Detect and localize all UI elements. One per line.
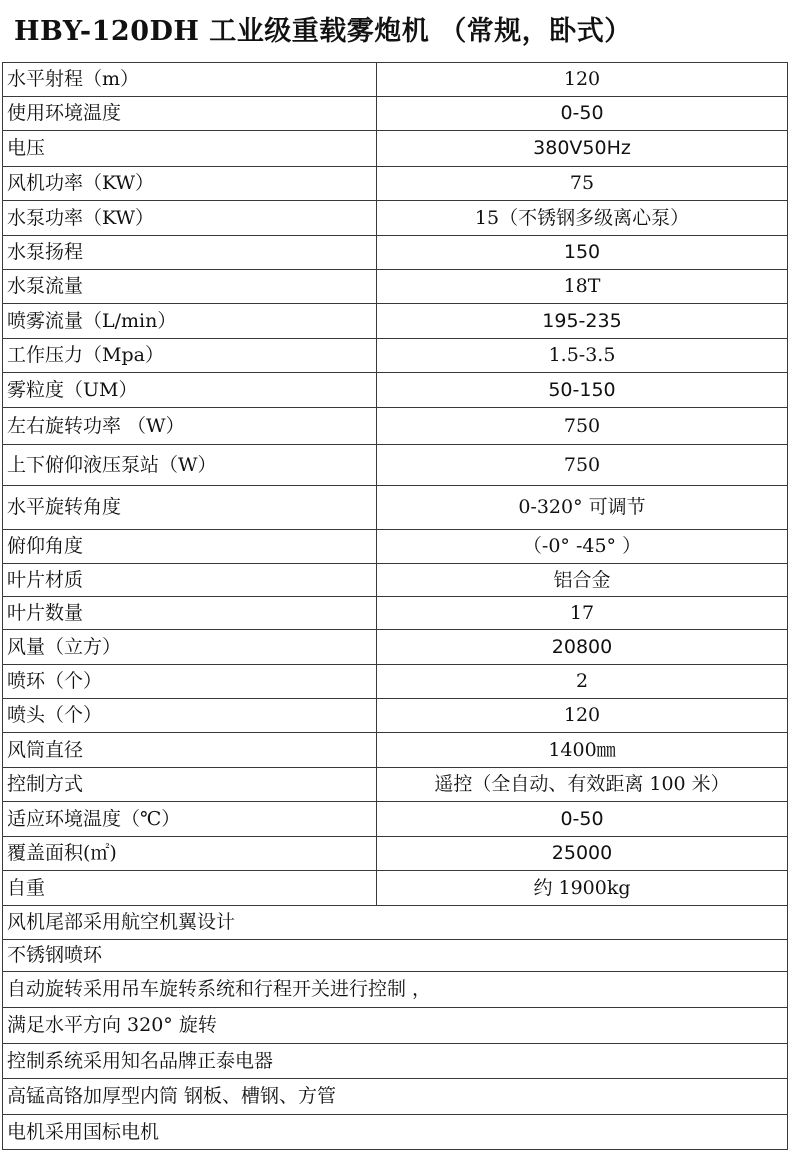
spec-value: 17 xyxy=(377,597,788,630)
spec-label: 喷雾流量（L/min） xyxy=(3,304,377,339)
spec-value: 120 xyxy=(377,699,788,733)
note-text: 高锰高铬加厚型内筒 钢板、槽钢、方管 xyxy=(3,1079,788,1115)
note-text: 电机采用国标电机 xyxy=(3,1115,788,1150)
note-row xyxy=(3,1008,788,1044)
spec-value: 380V50Hz xyxy=(377,131,788,167)
spec-value: 75 xyxy=(377,167,788,201)
spec-row xyxy=(3,564,788,597)
note-text: 满足水平方向 320° 旋转 xyxy=(3,1008,788,1044)
spec-value: 铝合金 xyxy=(377,564,788,597)
spec-label: 水泵扬程 xyxy=(3,236,377,270)
spec-label: 俯仰角度 xyxy=(3,530,377,564)
spec-row xyxy=(3,167,788,201)
spec-row xyxy=(3,236,788,270)
note-row xyxy=(3,1044,788,1079)
spec-row xyxy=(3,530,788,564)
note-row xyxy=(3,1079,788,1115)
spec-label: 水平射程（m） xyxy=(3,63,377,97)
spec-row xyxy=(3,339,788,373)
spec-label: 风量（立方） xyxy=(3,630,377,665)
spec-row xyxy=(3,597,788,630)
spec-row xyxy=(3,837,788,871)
spec-value: 0-320° 可调节 xyxy=(377,486,788,530)
spec-row xyxy=(3,665,788,699)
spec-label: 覆盖面积(㎡) xyxy=(3,837,377,871)
note-text: 自动旋转采用吊车旋转系统和行程开关进行控制 ， xyxy=(3,972,788,1008)
spec-value: 750 xyxy=(377,445,788,486)
spec-label: 电压 xyxy=(3,131,377,167)
spec-row xyxy=(3,373,788,408)
spec-row xyxy=(3,733,788,768)
spec-label: 上下俯仰液压泵站（W） xyxy=(3,445,377,486)
spec-label: 喷环（个） xyxy=(3,665,377,699)
spec-row xyxy=(3,304,788,339)
spec-value: 150 xyxy=(377,236,788,270)
note-row xyxy=(3,1115,788,1150)
spec-row xyxy=(3,97,788,131)
spec-label: 叶片材质 xyxy=(3,564,377,597)
spec-value: 1.5-3.5 xyxy=(377,339,788,373)
note-row xyxy=(3,940,788,972)
note-row xyxy=(3,906,788,940)
spec-value: 0-50 xyxy=(377,802,788,837)
spec-label: 水平旋转角度 xyxy=(3,486,377,530)
spec-row xyxy=(3,270,788,304)
spec-table xyxy=(2,62,788,1150)
spec-label: 风机功率（KW） xyxy=(3,167,377,201)
spec-label: 控制方式 xyxy=(3,768,377,802)
spec-value: 195-235 xyxy=(377,304,788,339)
spec-value: 15（不锈钢多级离心泵） xyxy=(377,201,788,236)
spec-value: 2 xyxy=(377,665,788,699)
spec-label: 工作压力（Mpa） xyxy=(3,339,377,373)
spec-label: 左右旋转功率 （W） xyxy=(3,408,377,445)
spec-label: 自重 xyxy=(3,871,377,906)
spec-value: 20800 xyxy=(377,630,788,665)
spec-row xyxy=(3,802,788,837)
spec-value: 0-50 xyxy=(377,97,788,131)
spec-value: 18T xyxy=(377,270,788,304)
spec-label: 叶片数量 xyxy=(3,597,377,630)
note-row xyxy=(3,972,788,1008)
spec-row xyxy=(3,201,788,236)
spec-label: 风筒直径 xyxy=(3,733,377,768)
spec-value: 25000 xyxy=(377,837,788,871)
spec-row xyxy=(3,699,788,733)
spec-row xyxy=(3,768,788,802)
spec-label: 水泵流量 xyxy=(3,270,377,304)
note-text: 风机尾部采用航空机翼设计 xyxy=(3,906,788,940)
spec-value: 遥控（全自动、有效距离 100 米） xyxy=(377,768,788,802)
spec-label: 使用环境温度 xyxy=(3,97,377,131)
spec-row xyxy=(3,131,788,167)
spec-label: 雾粒度（UM） xyxy=(3,373,377,408)
spec-value: 1400㎜ xyxy=(377,733,788,768)
spec-value: 750 xyxy=(377,408,788,445)
spec-label: 适应环境温度（℃） xyxy=(3,802,377,837)
spec-row xyxy=(3,486,788,530)
spec-row xyxy=(3,630,788,665)
spec-row xyxy=(3,871,788,906)
spec-value: （-0° -45° ） xyxy=(377,530,788,564)
spec-value: 50-150 xyxy=(377,373,788,408)
note-text: 控制系统采用知名品牌正泰电器 xyxy=(3,1044,788,1079)
note-text: 不锈钢喷环 xyxy=(3,940,788,972)
document-title: HBY-120DH 工业级重载雾炮机 （常规，卧式） xyxy=(14,16,632,47)
spec-label: 水泵功率（KW） xyxy=(3,201,377,236)
spec-row xyxy=(3,63,788,97)
spec-label: 喷头（个） xyxy=(3,699,377,733)
spec-row xyxy=(3,408,788,445)
spec-value: 120 xyxy=(377,63,788,97)
spec-value: 约 1900kg xyxy=(377,871,788,906)
spec-row xyxy=(3,445,788,486)
